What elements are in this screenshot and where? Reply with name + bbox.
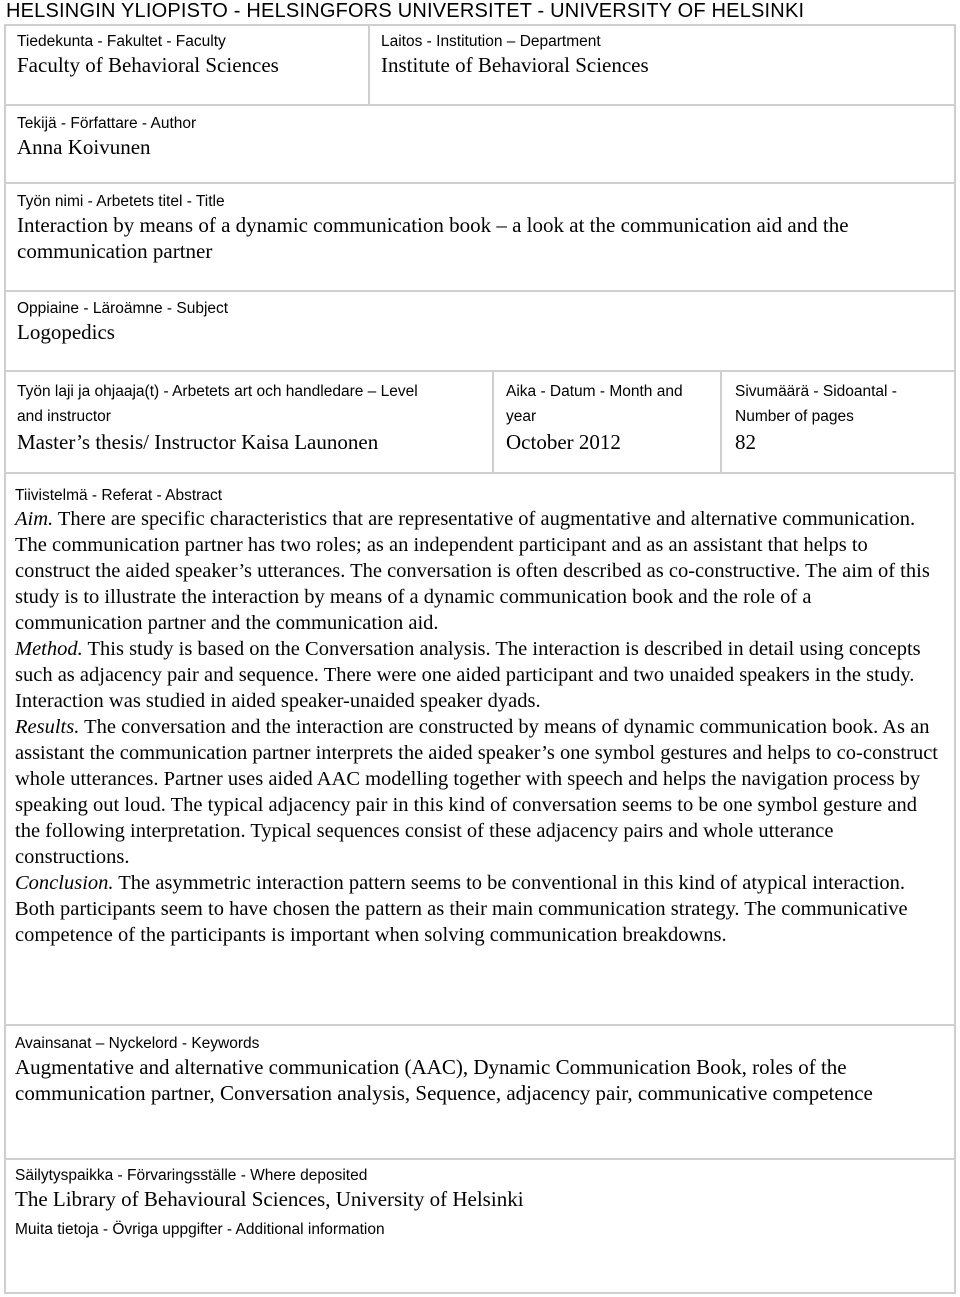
date-value: October 2012 [506,430,621,454]
author-label: Tekijä - Författare - Author [17,115,197,132]
abstract-conclusion [15,870,943,948]
subject-label: Oppiaine - Läroämne - Subject [17,300,229,317]
date-label-line1: Aika - Datum - Month and [506,383,683,400]
conclusion-heading: Conclusion. [15,872,114,894]
abstract-results [15,714,943,870]
institution-value: Institute of Behavioral Sciences [381,53,649,77]
subject-cell [4,290,956,372]
title-label: Työn nimi - Arbetets titel - Title [17,193,225,210]
faculty-cell [4,24,370,106]
keywords-cell [4,1024,956,1162]
method-heading: Method. [15,638,83,660]
conclusion-text: The asymmetric interaction pattern seems to be conventional in this kind of atypical interaction. Both participants seem to have chosen the pattern as their main communication strategy. The communicative competence of the participants is important when solving communication breakdowns. [15,872,908,946]
institution-label: Laitos - Institution – Department [381,33,601,50]
date-cell [492,370,722,474]
date-label-line2: year [506,408,537,425]
level-cell [4,370,494,474]
abstract-text [15,506,943,948]
additional-section [15,1220,385,1240]
method-text: This study is based on the Conversation analysis. The interaction is described in detail using concepts such as adjacency pair and sequence. There were one aided participant and two unaided speakers in the study. Interaction was studied in aided speaker-unaided speaker dyads. [15,638,921,712]
keywords-label: Avainsanat – Nyckelord - Keywords [15,1035,260,1052]
title-value-line1: Interaction by means of a dynamic communication book – a look at the communication aid and the [17,213,849,237]
additional-label: Muita tietoja - Övriga uppgifter - Additional information [15,1221,385,1238]
pages-label-line2: Number of pages [735,408,854,425]
results-text: The conversation and the interaction are constructed by means of dynamic communication book. As an assistant the communication partner interprets the aided speaker’s one symbol gestures and helps to co-construct whole utterances. Partner uses aided AAC modelling together with speech and helps the navigation process by speaking out loud. The typical adjacency pair in this kind of conversation seems to be one symbol gesture and the following interpretation. Typical sequences consist of these adjacency pairs and whole utterance constructions. [15,716,939,868]
abstract-method [15,636,943,714]
author-value: Anna Koivunen [17,135,151,159]
keywords-value: Augmentative and alternative communication (AAC), Dynamic Communication Book, roles of the communication partner, Conversation analysis, Sequence, adjacency pair, communicative competence [15,1055,873,1105]
pages-label-line1: Sivumäärä - Sidoantal - [735,383,897,400]
faculty-value: Faculty of Behavioral Sciences [17,53,279,77]
level-label-line1: Työn laji ja ohjaaja(t) - Arbetets art och handledare – Level [17,383,418,400]
abstract-aim [15,506,943,636]
aim-text: There are specific characteristics that are representative of augmentative and alternative communication. The communication partner has two roles; as an independent participant and as an assistant that helps to construct the aided speaker’s utterances. The conversation is often described as co-constructive. The aim of this study is to illustrate the interaction by means of a dynamic communication book and the role of a communication partner and the communication aid. [15,508,930,634]
deposited-cell [4,1158,956,1216]
pages-cell [720,370,956,474]
author-cell [4,104,956,184]
level-label-line2: and instructor [17,408,111,425]
university-header: HELSINGIN YLIOPISTO - HELSINGFORS UNIVERSITET - UNIVERSITY OF HELSINKI [6,0,805,22]
title-cell [4,182,956,292]
faculty-label: Tiedekunta - Fakultet - Faculty [17,33,226,50]
abstract-label: Tiivistelmä - Referat - Abstract [15,487,223,504]
institution-cell [368,24,956,106]
aim-heading: Aim. [15,508,54,530]
level-value: Master’s thesis/ Instructor Kaisa Launonen [17,430,379,454]
pages-value: 82 [735,430,756,454]
title-value-line2: communication partner [17,239,213,263]
subject-value: Logopedics [17,320,115,344]
abstract-section [15,486,943,948]
results-heading: Results. [15,716,80,738]
deposited-label: Säilytyspaikka - Förvaringsställe - Where deposited [15,1167,368,1184]
deposited-value: The Library of Behavioural Sciences, University of Helsinki [15,1187,524,1211]
